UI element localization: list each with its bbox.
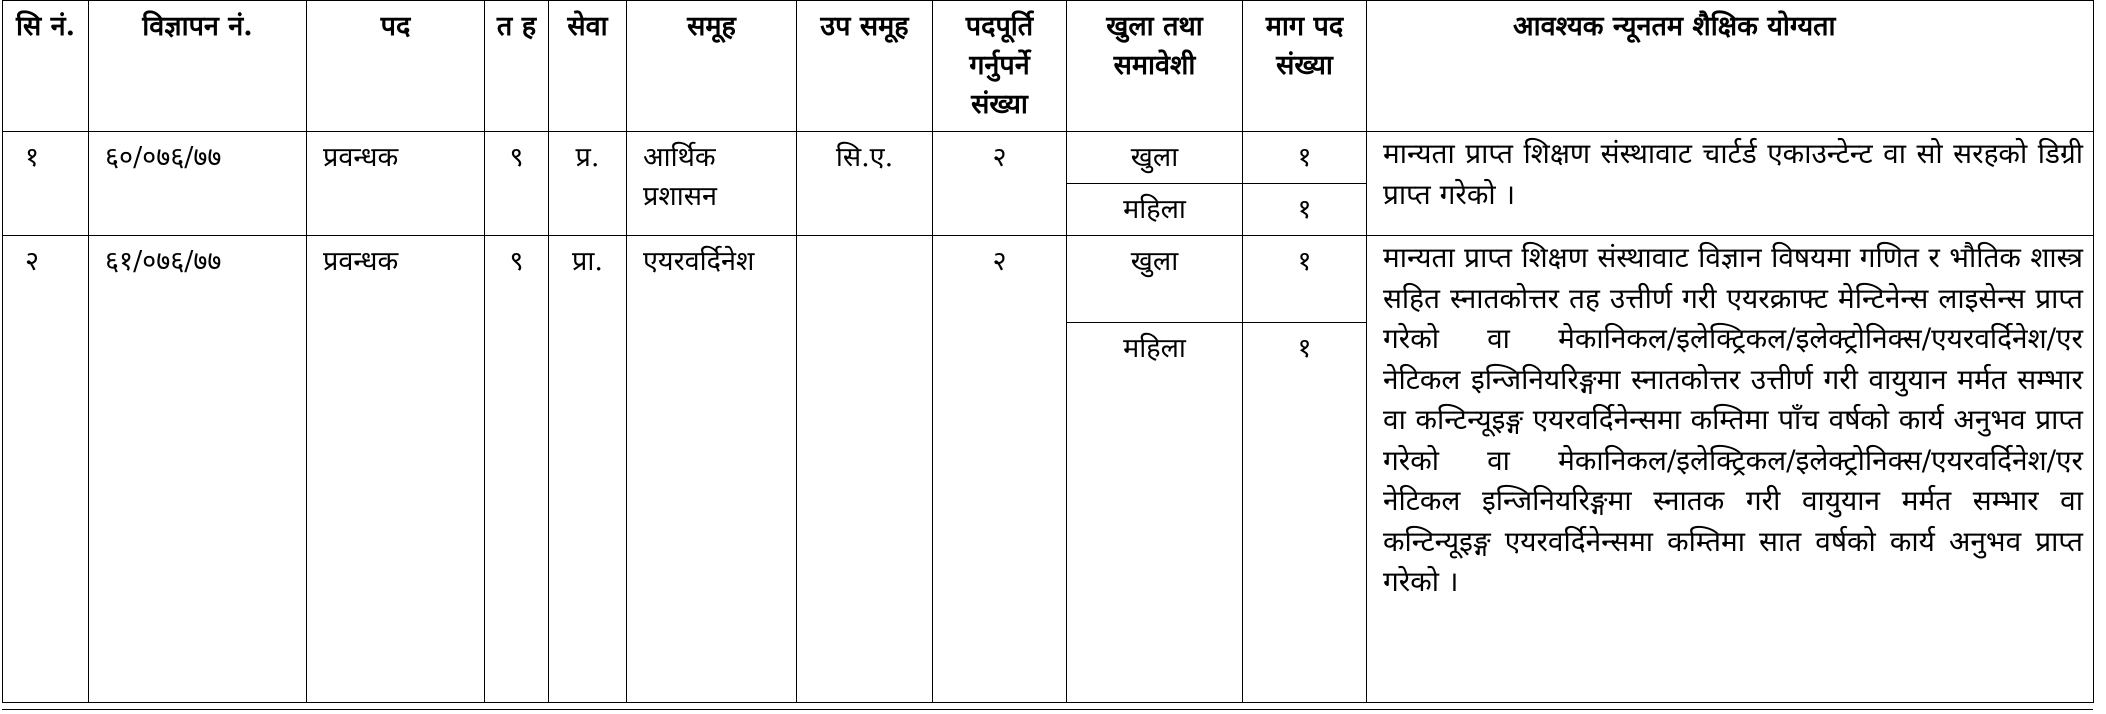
cell-service: प्र.	[549, 132, 627, 236]
cell-service: प्रा.	[549, 236, 627, 703]
header-service: सेवा	[549, 1, 627, 132]
cell-subgroup	[797, 236, 933, 703]
header-level: त ह	[485, 1, 549, 132]
cell-group: आर्थिक प्रशासन	[627, 132, 797, 236]
header-demand: माग पद संख्या	[1243, 1, 1367, 132]
cell-category-open: खुला	[1067, 132, 1243, 184]
header-ad-no: विज्ञापन नं.	[89, 1, 307, 132]
cell-category-open: खुला	[1067, 236, 1243, 323]
cell-demand-women: १	[1243, 184, 1367, 236]
header-post: पद	[307, 1, 485, 132]
cell-level: ९	[485, 236, 549, 703]
header-subgroup: उप समूह	[797, 1, 933, 132]
cell-category-women: महिला	[1067, 184, 1243, 236]
cell-sn: २	[3, 236, 89, 703]
table-row	[3, 236, 2094, 323]
header-qualification: आवश्यक न्यूनतम शैक्षिक योग्यता	[1367, 1, 2094, 132]
cell-post: प्रवन्धक	[307, 236, 485, 703]
table-row	[3, 132, 2094, 184]
cell-ad-no: ६०/०७६/७७	[89, 132, 307, 236]
cell-qualification: मान्यता प्राप्त शिक्षण संस्थावाट विज्ञान विषयमा गणित र भौतिक शास्त्र सहित स्नातकोत्तर तह उत्तीर्ण गरी एयरक्राफ्ट मेन्टिनेन्स लाइसेन्स प्राप्त गरेको वा मेकानिकल/इलेक्ट्रिकल/इलेक्ट्रोनिक्स/एयरवर्दिनेश/एर नेटिकल इन्जिनियरिङ्गमा स्नातकोत्तर उत्तीर्ण गरी वायुयान मर्मत सम्भार वा कन्टिन्यूइङ्ग एयरवर्दिनेन्समा कम्तिमा पाँच वर्षको कार्य अनुभव प्राप्त गरेको वा मेकानिकल/इलेक्ट्रिकल/इलेक्ट्रोनिक्स/एयरवर्दिनेश/एर नेटिकल इन्जिनियरिङ्गमा स्नातक गरी वायुयान मर्मत सम्भार वा कन्टिन्यूइङ्ग एयरवर्दिनेन्समा कम्तिमा सात वर्षको कार्य अनुभव प्राप्त गरेको ।	[1367, 236, 2094, 703]
cell-sn: १	[3, 132, 89, 236]
cell-ad-no: ६१/०७६/७७	[89, 236, 307, 703]
header-sn: सि नं.	[3, 1, 89, 132]
cell-demand-open: १	[1243, 132, 1367, 184]
next-row-border	[2, 709, 2093, 714]
header-row	[3, 1, 2094, 132]
cell-demand-open: १	[1243, 236, 1367, 323]
cell-total: २	[933, 132, 1067, 236]
header-group: समूह	[627, 1, 797, 132]
cell-post: प्रवन्धक	[307, 132, 485, 236]
header-category: खुला तथा समावेशी	[1067, 1, 1243, 132]
cell-qualification: मान्यता प्राप्त शिक्षण संस्थावाट चार्टर्ड एकाउन्टेन्ट वा सो सरहको डिग्री प्राप्त गरेको ।	[1367, 132, 2094, 236]
cell-subgroup: सि.ए.	[797, 132, 933, 236]
vacancy-table	[2, 0, 2094, 703]
cell-demand-women: १	[1243, 323, 1367, 703]
cell-group: एयरवर्दिनेश	[627, 236, 797, 703]
cell-level: ९	[485, 132, 549, 236]
header-total: पदपूर्ति गर्नुपर्ने संख्या	[933, 1, 1067, 132]
cell-total: २	[933, 236, 1067, 703]
cell-category-women: महिला	[1067, 323, 1243, 703]
